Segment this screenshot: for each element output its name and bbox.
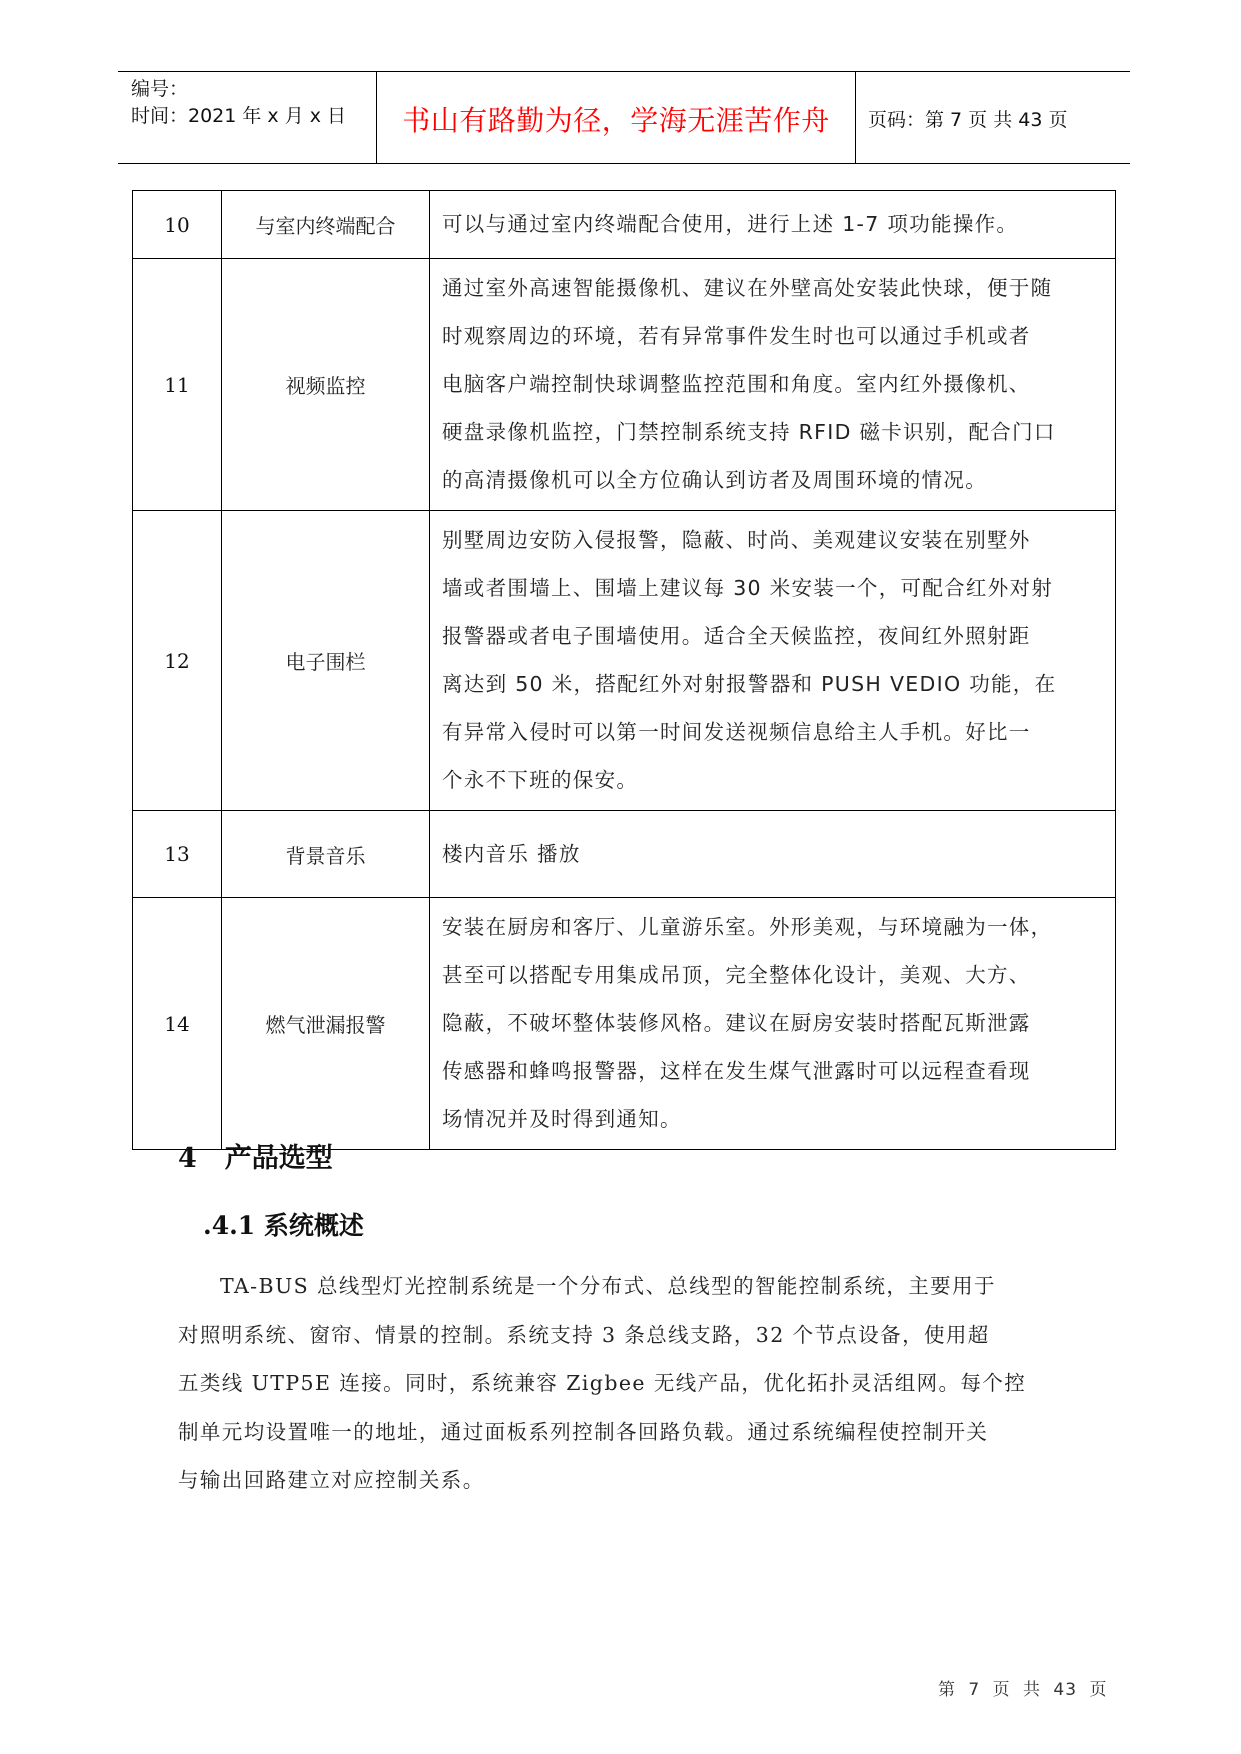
row-number: 13 (133, 811, 222, 898)
paragraph-line: TA-BUS 总线型灯光控制系统是一个分布式、总线型的智能控制系统，主要用于 (220, 1274, 996, 1298)
row-number: 11 (133, 259, 222, 511)
description-line: 可以与通过室内终端配合使用，进行上述 1-7 项功能操作。 (442, 212, 1019, 236)
feature-name: 视频监控 (222, 259, 430, 511)
description-line: 的高清摄像机可以全方位确认到访者及周围环境的情况。 (442, 468, 987, 492)
feature-name: 电子围栏 (222, 511, 430, 811)
feature-name: 燃气泄漏报警 (222, 898, 430, 1150)
feature-name: 与室内终端配合 (222, 191, 430, 259)
subsection-heading: .4.1 系统概述 (203, 1211, 364, 1240)
table-row (133, 259, 1116, 511)
feature-description (430, 191, 1116, 259)
feature-description (430, 511, 1116, 811)
table-row (133, 511, 1116, 811)
description-line: 传感器和蜂鸣报警器，这样在发生煤气泄露时可以远程查看现 (442, 1059, 1031, 1083)
description-line: 别墅周边安防入侵报警，隐蔽、时尚、美观建议安装在别墅外 (442, 528, 1031, 552)
row-number: 12 (133, 511, 222, 811)
description-line: 电脑客户端控制快球调整监控范围和角度。室内红外摄像机、 (442, 372, 1031, 396)
description-line: 时观察周边的环境，若有异常事件发生时也可以通过手机或者 (442, 324, 1031, 348)
row-number: 14 (133, 898, 222, 1150)
description-line: 有异常入侵时可以第一时间发送视频信息给主人手机。好比一 (442, 720, 1031, 744)
serial-label: 编号： (131, 78, 189, 100)
description-line: 报警器或者电子围墙使用。适合全天候监控，夜间红外照射距 (442, 624, 1031, 648)
page-header (118, 71, 1130, 164)
feature-name: 背景音乐 (222, 811, 430, 898)
description-line: 通过室外高速智能摄像机、建议在外壁高处安装此快球，便于随 (442, 276, 1053, 300)
section-paragraph (178, 1262, 1084, 1505)
paragraph-line: 制单元均设置唯一的地址，通过面板系列控制各回路负载。通过系统编程使控制开关 (178, 1419, 989, 1444)
section-heading (178, 1136, 333, 1175)
header-motto: 书山有路勤为径，学海无涯苦作舟 (376, 72, 856, 163)
paragraph-line: 与输出回路建立对应控制关系。 (178, 1468, 485, 1492)
description-line: 场情况并及时得到通知。 (442, 1107, 682, 1131)
section-title: 产品选型 (224, 1143, 333, 1174)
description-line: 墙或者围墙上、围墙上建议每 30 米安装一个，可配合红外对射 (442, 576, 1054, 600)
table-row (133, 898, 1116, 1150)
header-page-info: 页码：第 7 页 共 43 页 (868, 109, 1068, 131)
page-footer: 第 7 页 共 43 页 (938, 1680, 1108, 1700)
description-line: 硬盘录像机监控，门禁控制系统支持 RFID 磁卡识别，配合门口 (442, 420, 1056, 444)
description-line: 甚至可以搭配专用集成吊顶，完全整体化设计，美观、大方、 (442, 963, 1031, 987)
table-row (133, 191, 1116, 259)
table-row (133, 811, 1116, 898)
description-line: 隐蔽，不破坏整体装修风格。建议在厨房安装时搭配瓦斯泄露 (442, 1011, 1031, 1035)
description-line: 安装在厨房和客厅、儿童游乐室。外形美观，与环境融为一体， (442, 915, 1053, 939)
feature-description (430, 259, 1116, 511)
section-number: 4 (178, 1143, 197, 1174)
feature-description (430, 811, 1116, 898)
paragraph-line: 五类线 UTP5E 连接。同时，系统兼容 Zigbee 无线产品，优化拓扑灵活组网。每个控 (178, 1371, 1027, 1395)
description-line: 楼内音乐 播放 (442, 841, 581, 866)
description-line: 个永不下班的保安。 (442, 768, 639, 792)
row-number: 10 (133, 191, 222, 259)
description-line: 离达到 50 米，搭配红外对射报警器和 PUSH VEDIO 功能，在 (442, 672, 1057, 696)
feature-table (132, 190, 1116, 1150)
paragraph-line: 对照明系统、窗帘、情景的控制。系统支持 3 条总线支路，32 个节点设备，使用超 (178, 1322, 990, 1347)
header-meta (118, 72, 376, 163)
feature-description (430, 898, 1116, 1150)
date-line: 时间：2021 年 x 月 x 日 (131, 105, 347, 127)
